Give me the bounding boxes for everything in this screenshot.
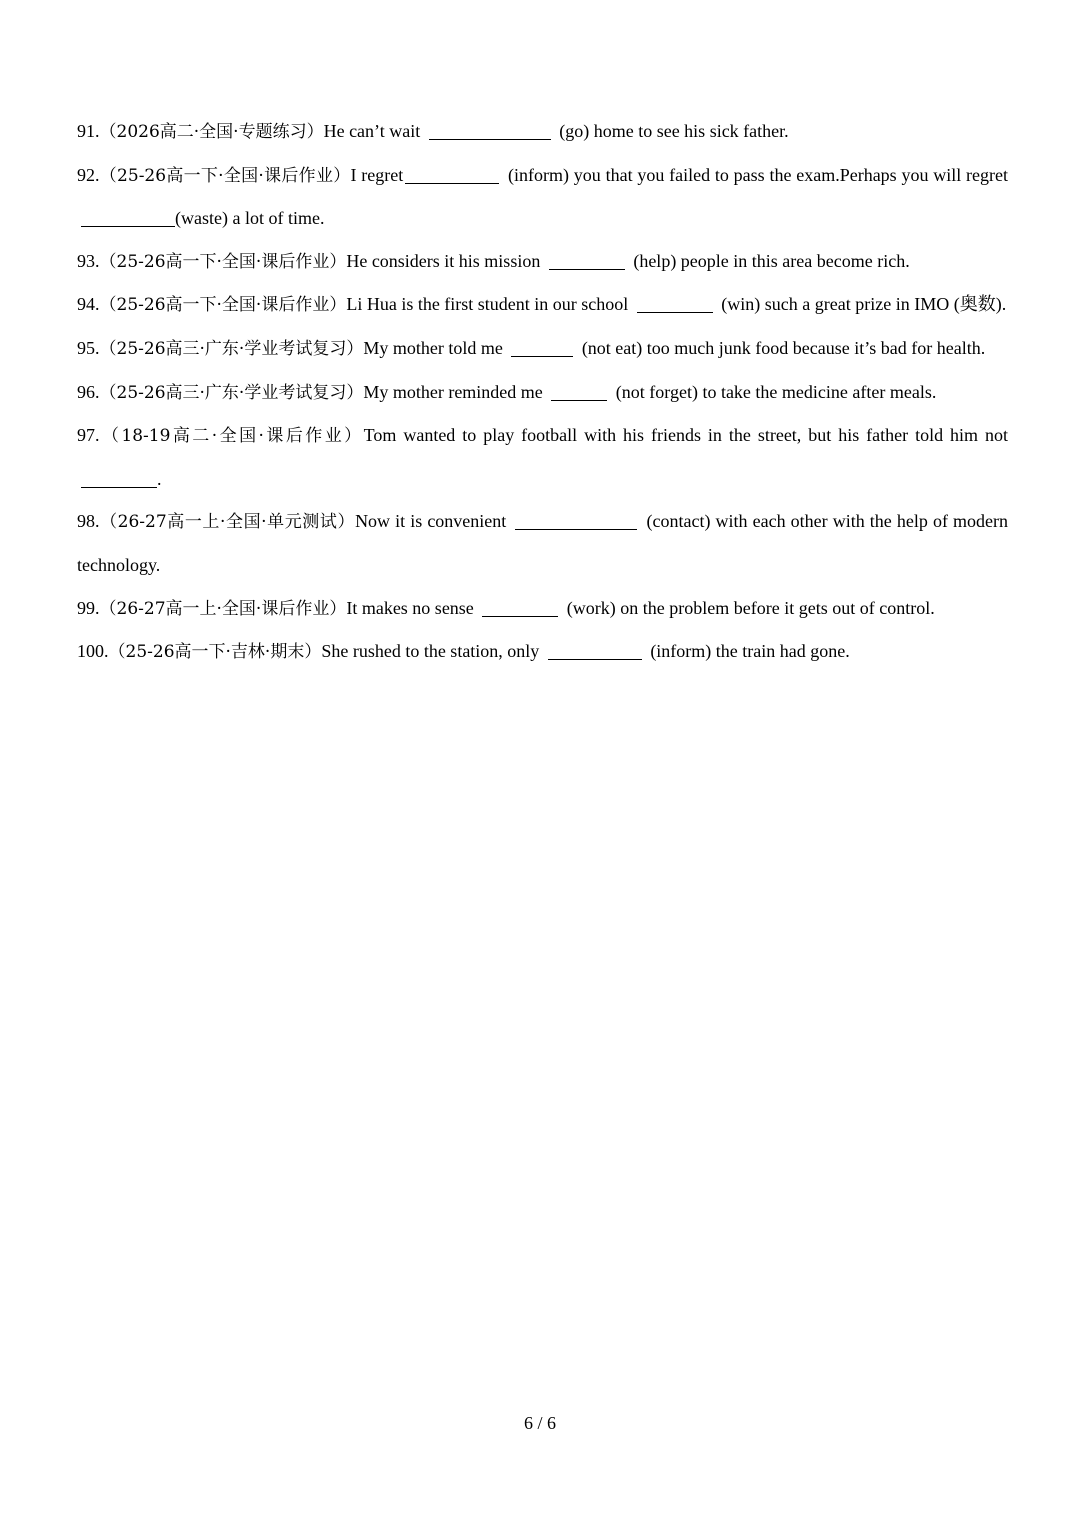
question-number: 98. [77, 511, 100, 532]
question-number: 96. [77, 381, 100, 402]
question-text: He considers it his mission [346, 250, 541, 271]
answer-blank[interactable] [482, 597, 558, 617]
question-number: 97. [77, 425, 100, 446]
question-source: （25-26高三·广东·学业考试复习） [99, 382, 364, 403]
question-95 [77, 327, 1008, 371]
question-number: 94. [77, 294, 100, 315]
answer-blank[interactable] [511, 337, 573, 357]
question-93 [77, 240, 1008, 284]
question-source: （26-27高一上·全国·单元测试） [99, 512, 356, 533]
page-number: 6 / 6 [523, 1413, 556, 1433]
answer-blank[interactable] [405, 164, 499, 184]
question-source: （25-26高三·广东·学业考试复习） [99, 338, 364, 359]
question-source: （25-26高一下·全国·课后作业） [99, 295, 347, 316]
question-text: (contact) with each other with the help of modern technology. [77, 511, 1009, 575]
question-number: 95. [77, 337, 100, 358]
question-source: （18-19高二·全国·课后作业） [99, 426, 364, 447]
question-97 [77, 414, 1008, 500]
question-98 [77, 500, 1008, 586]
question-list [77, 110, 1008, 674]
answer-blank[interactable] [429, 120, 551, 140]
question-text: My mother reminded me [363, 381, 543, 402]
question-text: (win) such a great prize in IMO (奥数). [721, 294, 1007, 315]
answer-blank[interactable] [81, 468, 157, 488]
question-100 [77, 630, 1008, 674]
question-number: 91. [77, 121, 100, 141]
question-source: （2026高二·全国·专题练习） [99, 122, 324, 142]
question-text: (work) on the problem before it gets out of control. [566, 597, 935, 618]
question-text: Li Hua is the first student in our school [346, 294, 629, 315]
question-text: (inform) you that you failed to pass the exam.Perhaps you will regret [508, 164, 1008, 185]
answer-blank[interactable] [515, 510, 637, 530]
question-96 [77, 371, 1008, 415]
question-text: (go) home to see his sick father. [559, 121, 789, 141]
question-source: （25-26高一下·吉林·期末） [108, 642, 322, 663]
question-text: She rushed to the station, only [321, 641, 540, 662]
question-text: . [157, 468, 162, 489]
question-99 [77, 587, 1008, 631]
question-text: Now it is convenient [355, 511, 507, 532]
question-text: I regret [350, 164, 404, 185]
question-94 [77, 283, 1008, 327]
question-number: 100. [77, 641, 109, 662]
question-text: (waste) a lot of time. [175, 208, 325, 229]
question-91 [77, 110, 1008, 154]
question-text: It makes no sense [346, 597, 474, 618]
question-text: (not forget) to take the medicine after meals. [615, 381, 937, 402]
question-number: 99. [77, 597, 100, 618]
question-text: He can’t wait [323, 121, 421, 141]
question-number: 93. [77, 250, 100, 271]
answer-blank[interactable] [551, 381, 607, 401]
question-text: (not eat) too much junk food because it’s bad for health. [581, 337, 986, 358]
question-text: Tom wanted to play football with his friends in the street, but his father told him not [363, 425, 1008, 446]
answer-blank[interactable] [637, 293, 713, 313]
question-number: 92. [77, 164, 100, 185]
question-text: (help) people in this area become rich. [633, 250, 910, 271]
answer-blank[interactable] [548, 640, 642, 660]
question-92 [77, 154, 1008, 240]
question-source: （26-27高一上·全国·课后作业） [99, 598, 347, 619]
answer-blank[interactable] [81, 207, 175, 227]
question-source: （25-26高一下·全国·课后作业） [99, 251, 347, 272]
answer-blank[interactable] [549, 250, 625, 270]
question-text: My mother told me [363, 337, 503, 358]
question-source: （25-26高一下·全国·课后作业） [99, 165, 351, 186]
question-text: (inform) the train had gone. [650, 641, 850, 662]
